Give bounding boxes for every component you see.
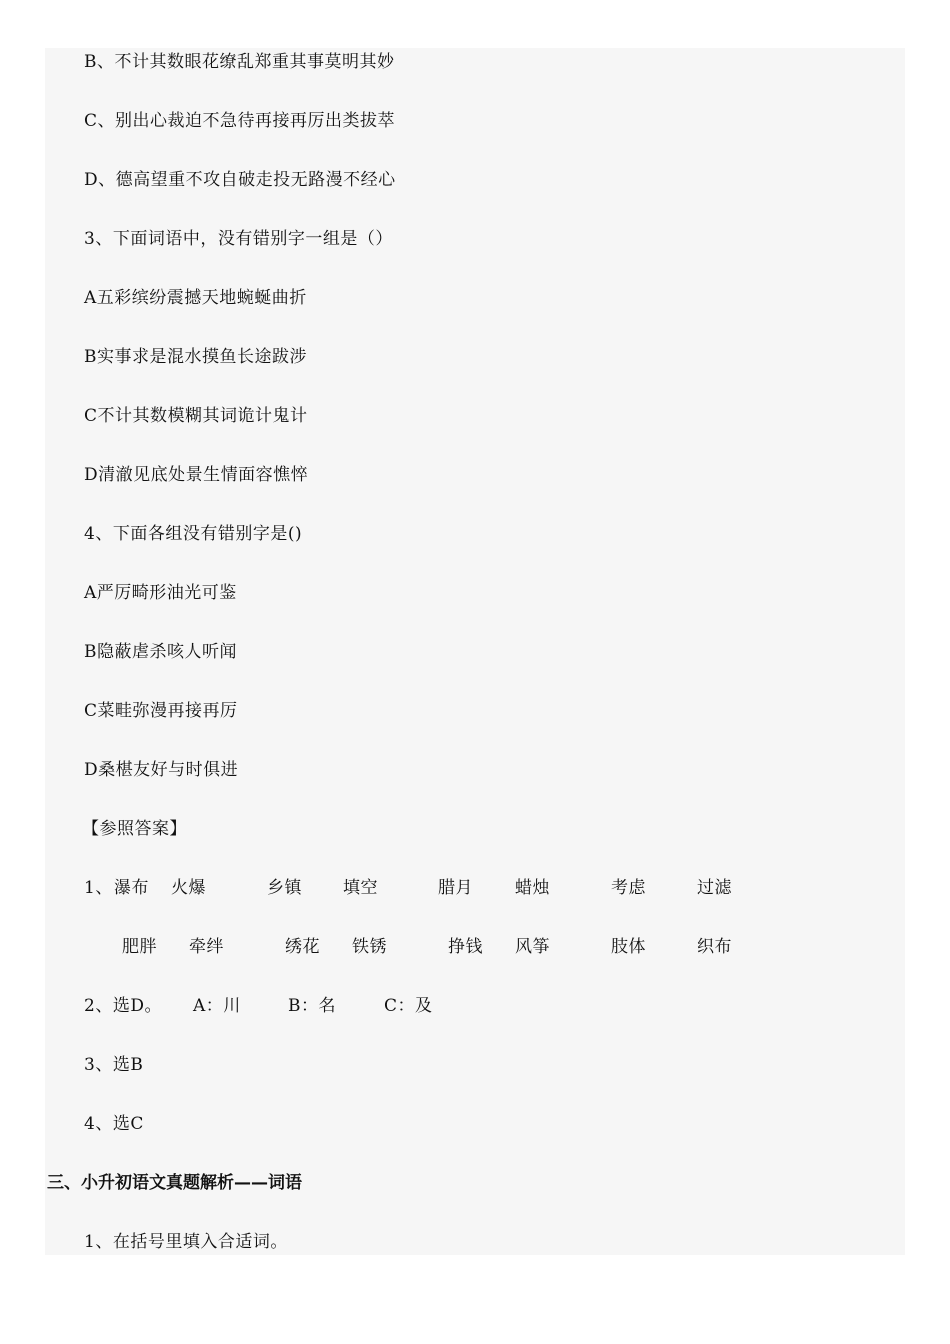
section-3-question-1: 1、在括号里填入合适词。 bbox=[84, 1232, 288, 1252]
section-heading: 三、小升初语文真题解析——词语 bbox=[47, 1173, 302, 1193]
answer-1-word: 乡镇 bbox=[267, 878, 302, 898]
answer-1-word: 瀑布 bbox=[114, 878, 149, 898]
answer-1-word: 考虑 bbox=[611, 878, 646, 898]
answer-1-word: 肢体 bbox=[611, 937, 646, 957]
answer-1-word: 填空 bbox=[343, 878, 378, 898]
option-c-q3: C不计其数模糊其词诡计鬼计 bbox=[84, 406, 308, 426]
answer-1-prefix: 1、 bbox=[84, 878, 113, 898]
answer-2-c: C：及 bbox=[384, 996, 433, 1016]
option-b-q4: B隐蔽虐杀咳人听闻 bbox=[84, 642, 237, 662]
option-a-q3: A五彩缤纷震撼天地蜿蜒曲折 bbox=[84, 288, 307, 308]
answer-1-word: 肥胖 bbox=[122, 937, 157, 957]
option-d-q3: D清澈见底处景生情面容憔悴 bbox=[84, 465, 309, 485]
option-c-q4: C菜畦弥漫再接再厉 bbox=[84, 701, 238, 721]
answer-3: 3、选B bbox=[84, 1055, 144, 1075]
answer-1-word: 绣花 bbox=[285, 937, 320, 957]
answer-1-word: 挣钱 bbox=[448, 937, 483, 957]
answers-title: 【参照答案】 bbox=[82, 819, 187, 839]
option-b-q3: B实事求是混水摸鱼长途跋涉 bbox=[84, 347, 307, 367]
option-a-q4: A严厉畸形油光可鉴 bbox=[84, 583, 237, 603]
answer-4: 4、选C bbox=[84, 1114, 144, 1134]
answer-1-word: 火爆 bbox=[171, 878, 206, 898]
answer-1-word: 腊月 bbox=[438, 878, 473, 898]
answer-1-word: 风筝 bbox=[515, 937, 550, 957]
question-4-stem: 4、下面各组没有错别字是() bbox=[84, 524, 303, 544]
option-d-q2: D、德高望重不攻自破走投无路漫不经心 bbox=[84, 170, 396, 190]
answer-1-word: 蜡烛 bbox=[515, 878, 550, 898]
answer-2-b: B：名 bbox=[288, 996, 336, 1016]
option-d-q4: D桑椹友好与时俱进 bbox=[84, 760, 239, 780]
answer-1-word: 织布 bbox=[697, 937, 732, 957]
question-3-stem: 3、下面词语中，没有错别字一组是（） bbox=[84, 229, 393, 249]
answer-2-a: A：川 bbox=[193, 996, 241, 1016]
option-b-q2: B、不计其数眼花缭乱郑重其事莫明其妙 bbox=[84, 52, 395, 72]
answer-1-word: 过滤 bbox=[697, 878, 732, 898]
option-c-q2: C、别出心裁迫不急待再接再厉出类拔萃 bbox=[84, 111, 396, 131]
answer-2: 2、选D。 bbox=[84, 996, 162, 1016]
answer-1-word: 铁锈 bbox=[352, 937, 387, 957]
answer-1-word: 牵绊 bbox=[189, 937, 224, 957]
